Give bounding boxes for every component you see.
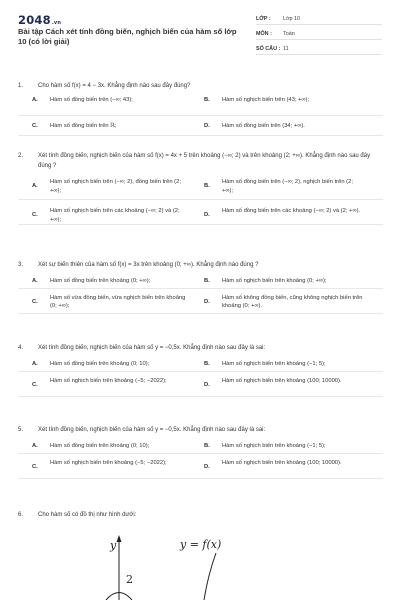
option-text: Hàm số nghịch biến trên khoảng (100; 10000).	[222, 377, 342, 384]
answer-options	[18, 275, 383, 314]
question-number: 6.	[18, 512, 24, 518]
option-letter: A.	[32, 360, 38, 367]
option-d[interactable]	[204, 377, 364, 386]
logo-text: 2048	[18, 13, 51, 27]
option-c[interactable]	[32, 459, 192, 468]
option-row	[18, 275, 383, 289]
meta-label: SỐ CÂU :	[256, 46, 281, 52]
answer-options	[18, 358, 383, 397]
function-label: y = f(x)	[180, 538, 222, 551]
option-row	[18, 200, 383, 225]
site-logo[interactable]	[18, 13, 61, 27]
curve-right-branch	[204, 553, 216, 600]
option-row	[18, 358, 383, 372]
meta-value: Lớp 10	[283, 16, 301, 22]
option-text: Hàm số nghịch biến trên khoảng (−1; 5);	[222, 360, 326, 367]
option-letter: C.	[32, 381, 38, 388]
option-letter: D.	[204, 298, 210, 305]
option-letter: C.	[32, 212, 38, 218]
option-b[interactable]	[204, 96, 364, 105]
option-c[interactable]	[32, 377, 192, 386]
option-c[interactable]	[32, 294, 192, 311]
option-d[interactable]	[204, 122, 364, 131]
logo-suffix: .vn	[51, 20, 62, 26]
option-a[interactable]	[32, 277, 192, 286]
option-a[interactable]	[32, 178, 192, 195]
option-text: Hàm số nghịch biến trên (43; +∞);	[222, 96, 310, 103]
option-row	[18, 96, 383, 116]
question-2	[18, 152, 383, 225]
option-letter: C.	[32, 298, 38, 305]
meta-label: LỚP :	[256, 16, 271, 22]
option-d[interactable]	[204, 294, 364, 311]
option-letter: B.	[204, 277, 210, 284]
answer-options	[18, 96, 383, 136]
option-b[interactable]	[204, 360, 364, 369]
option-b[interactable]	[204, 277, 364, 286]
option-row	[18, 289, 383, 314]
option-text: Hàm số nghịch biến trên khoảng (−5; −2022);	[50, 377, 167, 384]
meta-value: Toán	[283, 31, 295, 37]
question-number: 4.	[18, 345, 24, 351]
option-letter: D.	[204, 381, 210, 388]
question-number: 2.	[18, 153, 24, 159]
function-graph	[100, 531, 300, 600]
question-number: 3.	[18, 262, 24, 268]
option-text: Hàm số không đồng biến, cũng không nghịch biến trên khoảng (0; +∞).	[222, 294, 363, 309]
option-text: Hàm số nghịch biến trên các khoảng (−∞; 2) và (2; +∞);	[50, 208, 180, 223]
option-letter: B.	[204, 442, 210, 449]
y-tick-label: 2	[126, 573, 133, 586]
option-c[interactable]	[32, 207, 192, 224]
question-text: Xét tính đồng biến, nghịch biến của hàm số f(x) = 4x + 5 trên khoảng (−∞; 2) và trên khoảng (2; +∞). Khẳng định nào sau đây đúng ?	[38, 153, 371, 169]
question-text: Xét tính đồng biến, nghịch biến của hàm số y = −0,5x. Khẳng định nào sau đây là sai:	[38, 345, 266, 351]
option-letter: B.	[204, 360, 210, 367]
option-text: Hàm số đồng biến trên ℝ;	[50, 122, 117, 129]
answer-options	[18, 175, 383, 225]
question-number: 1.	[18, 83, 24, 89]
option-text: Hàm số nghịch biến trên khoảng (−1; 5);	[222, 442, 326, 449]
option-a[interactable]	[32, 96, 192, 105]
option-letter: B.	[204, 183, 210, 189]
option-letter: C.	[32, 463, 38, 470]
option-text: Hàm số vừa đồng biến, vừa nghịch biến trên khoảng (0; +∞);	[50, 294, 186, 309]
option-text: Hàm số nghịch biến trên khoảng (100; 10000).	[222, 459, 342, 466]
option-row	[18, 454, 383, 479]
option-text: Hàm số nghịch biến trên khoảng (0; +∞);	[222, 277, 327, 284]
option-c[interactable]	[32, 122, 192, 131]
question-3	[18, 261, 383, 314]
option-b[interactable]	[204, 178, 364, 195]
option-b[interactable]	[204, 442, 364, 451]
question-text: Xét sự biến thiên của hàm số f(x) = 3x trên khoảng (0; +∞). Khẳng định nào đúng ?	[38, 262, 259, 268]
page-header	[0, 0, 400, 62]
meta-row-subject	[256, 30, 382, 40]
answer-options	[18, 440, 383, 479]
question-4	[18, 344, 383, 397]
document-title: Bài tập Cách xét tính đồng biến, nghịch biến của hàm số lớp 10 (có lời giải)	[18, 27, 237, 46]
option-text: Hàm số đồng biến trên khoảng (0; 10);	[50, 442, 150, 449]
question-5	[18, 426, 383, 479]
meta-label: MÔN :	[256, 31, 272, 37]
option-text: Hàm số đồng biến trên (34; +∞).	[222, 122, 305, 129]
option-text: Hàm số đồng biến trên khoảng (0; 10);	[50, 360, 150, 367]
question-number: 5.	[18, 427, 24, 433]
option-a[interactable]	[32, 442, 192, 451]
option-text: Hàm số nghịch biến trên khoảng (−5; −2022);	[50, 459, 167, 466]
option-letter: D.	[204, 212, 210, 218]
option-a[interactable]	[32, 360, 192, 369]
question-text: Cho hàm số có đồ thị như hình dưới:	[38, 512, 137, 518]
option-letter: B.	[204, 96, 210, 103]
option-row	[18, 440, 383, 454]
meta-value: 11	[283, 46, 289, 52]
option-d[interactable]	[204, 459, 364, 468]
option-letter: C.	[32, 122, 38, 129]
y-axis-arrow	[117, 535, 122, 542]
option-row	[18, 175, 383, 200]
option-text: Hàm số nghịch biến trên (−∞; 2), đồng biến trên (2; +∞);	[50, 179, 181, 194]
option-d[interactable]	[204, 207, 364, 216]
option-text: Hàm số đồng biến trên (−∞; 43);	[50, 96, 133, 103]
y-axis-label: y	[110, 539, 117, 552]
question-6	[18, 511, 383, 521]
question-1	[18, 82, 383, 136]
option-letter: A.	[32, 183, 38, 189]
meta-row-count	[256, 45, 382, 55]
option-letter: A.	[32, 96, 38, 103]
option-text: Hàm số đồng biến trên khoảng (0; +∞);	[50, 277, 151, 284]
option-text: Hàm số đồng biến trên (−∞; 2), nghịch biến trên (2; +∞);	[222, 179, 353, 194]
option-text: Hàm số đồng biến trên các khoảng (−∞; 2) và (2; +∞).	[222, 208, 361, 214]
option-row	[18, 116, 383, 136]
meta-row-class	[256, 15, 382, 25]
question-text: Xét tính đồng biến, nghịch biến của hàm số y = −0,5x. Khẳng định nào sau đây là sai:	[38, 427, 266, 433]
option-letter: D.	[204, 463, 210, 470]
option-letter: A.	[32, 277, 38, 284]
option-letter: D.	[204, 122, 210, 129]
option-row	[18, 372, 383, 397]
option-letter: A.	[32, 442, 38, 449]
question-text: Cho hàm số f(x) = 4 − 3x. Khẳng định nào sau đây đúng?	[38, 83, 191, 89]
